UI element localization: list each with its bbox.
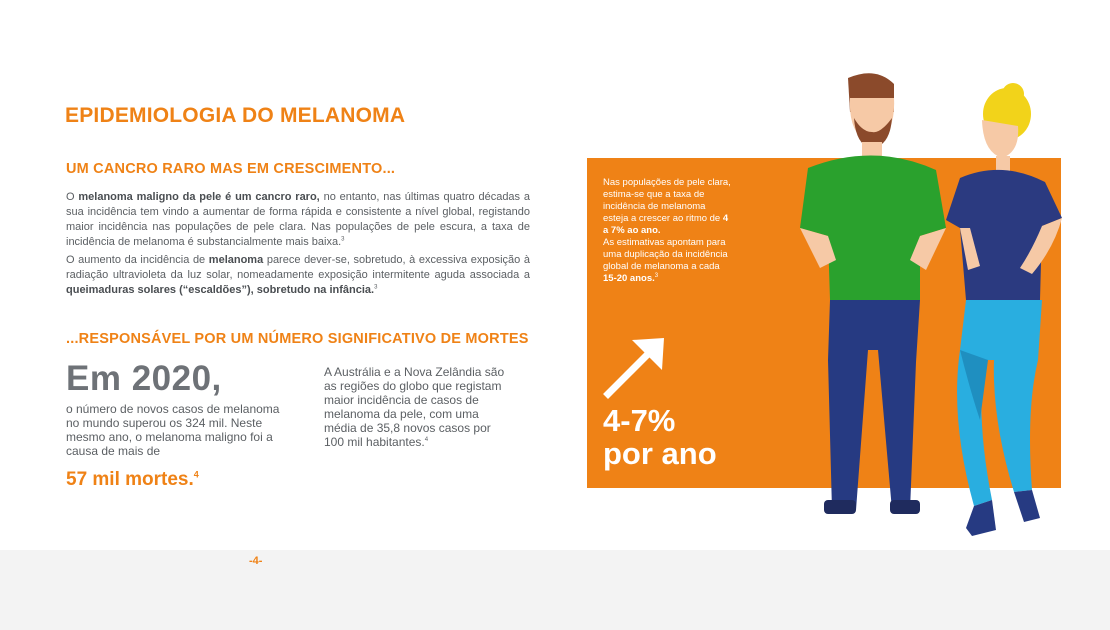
people-illustration [770, 60, 1080, 550]
woman-figure [946, 83, 1062, 536]
page-title: EPIDEMIOLOGIA DO MELANOMA [65, 104, 406, 127]
australia-text: A Austrália e a Nova Zelândia são as regiões do globo que registam maior incidência de casos de melanoma da pele, com uma média de 35,8 novos casos por 100 mil habitantes.$^4$ [324, 365, 505, 449]
new-cases-text: o número de novos casos de melanoma no mundo superou os 324 mil. Neste mesmo ano, o melanoma maligno foi a causa de mais de [66, 402, 280, 458]
man-figure [800, 73, 946, 514]
reference-mark: 3 [374, 284, 378, 291]
page-footer [0, 550, 1110, 630]
rate-stat: 4-7% por ano [603, 403, 717, 471]
reference-mark: 3 [341, 236, 345, 243]
paragraph-causes: O aumento da incidência de melanoma parece dever-se, sobretudo, à excessiva exposição à radiação ultravioleta da luz solar, nomeadamente exposição intermitente aguda associada a queimaduras solares (“escaldões”), sobretudo na infância.$^3$ [66, 254, 530, 296]
page-number: -4- [249, 555, 263, 567]
highlight-box-text: Nas populações de pele clara, estima-se que a taxa de incidência de melanoma esteja a crescer ao ritmo de 4 a 7% ao ano. As estimativas apontam para uma duplicação da incidência global de melanoma a cada 15-20 anos.$^3$ [603, 177, 731, 284]
arrow-up-right-icon [602, 334, 668, 400]
section-heading-growth: UM CANCRO RARO MAS EM CRESCIMENTO... [66, 161, 396, 177]
year-heading: Em 2020, [66, 359, 222, 398]
deaths-stat: 57 mil mortes.$^4$ [66, 469, 199, 490]
paragraph-incidence: O melanoma maligno da pele é um cancro raro, no entanto, nas últimas quatro décadas a sua incidência tem vindo a aumentar de forma rápida e consistente a nível global, registando maior incidência nas populações de pele clara. Nas populações de pele escura, a taxa de incidência de melanoma é substancialmente mais baixa.$^3$ [66, 191, 530, 248]
section-heading-deaths: ...RESPONSÁVEL POR UM NÚMERO SIGNIFICATIVO DE MORTES [66, 331, 529, 347]
